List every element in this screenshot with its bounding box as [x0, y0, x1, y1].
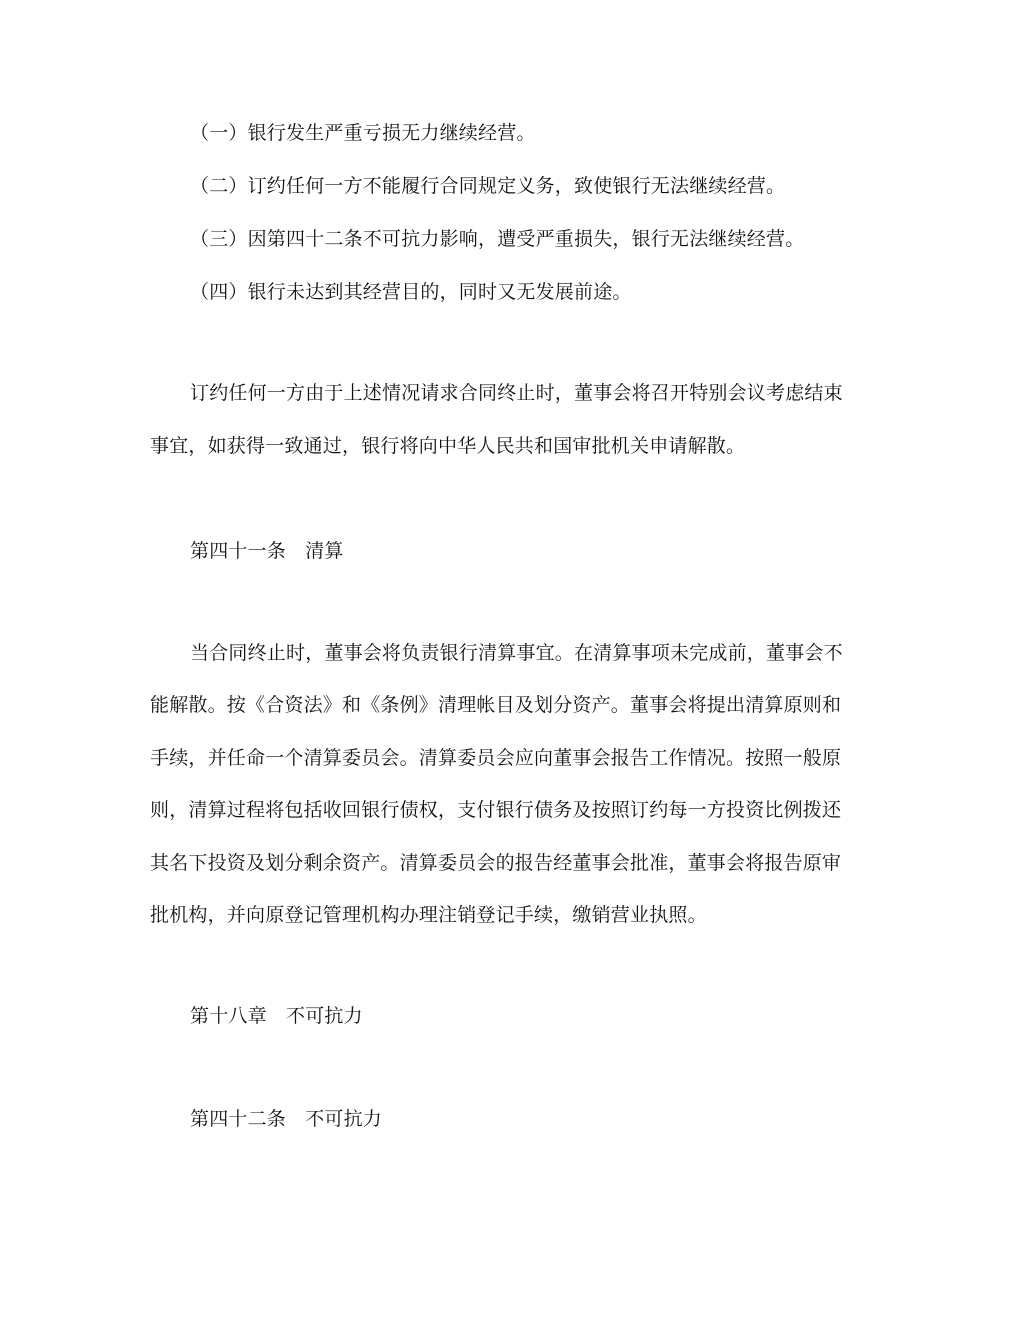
paragraph-line: 能解散。按《合资法》和《条例》清理帐目及划分资产。董事会将提出清算原则和 — [150, 694, 842, 716]
paragraph-line: 手续，并任命一个清算委员会。清算委员会应向董事会报告工作情况。按照一般原 — [150, 747, 842, 769]
paragraph-line: 批机构，并向原登记管理机构办理注销登记手续，缴销营业执照。 — [150, 904, 707, 926]
paragraph-line: 当合同终止时，董事会将负责银行清算事宜。在清算事项未完成前，董事会不 — [190, 642, 843, 664]
list-item: （四）银行未达到其经营目的，同时又无发展前途。 — [190, 281, 632, 303]
paragraph-line: 事宜，如获得一致通过，银行将向中华人民共和国审批机关申请解散。 — [150, 435, 746, 457]
paragraph-line: 其名下投资及划分剩余资产。清算委员会的报告经董事会批准，董事会将报告原审 — [150, 852, 842, 874]
list-item: （二）订约任何一方不能履行合同规定义务，致使银行无法继续经营。 — [190, 175, 786, 197]
article-heading: 第四十一条 清算 — [190, 540, 344, 562]
paragraph-line: 则，清算过程将包括收回银行债权，支付银行债务及按照订约每一方投资比例拨还 — [150, 799, 842, 821]
article-heading: 第四十二条 不可抗力 — [190, 1108, 383, 1130]
chapter-heading: 第十八章 不可抗力 — [190, 1005, 363, 1027]
list-item: （一）银行发生严重亏损无力继续经营。 — [190, 122, 536, 144]
paragraph-line: 订约任何一方由于上述情况请求合同终止时，董事会将召开特别会议考虑结束 — [190, 382, 843, 404]
list-item: （三）因第四十二条不可抗力影响，遭受严重损失，银行无法继续经营。 — [190, 228, 805, 250]
